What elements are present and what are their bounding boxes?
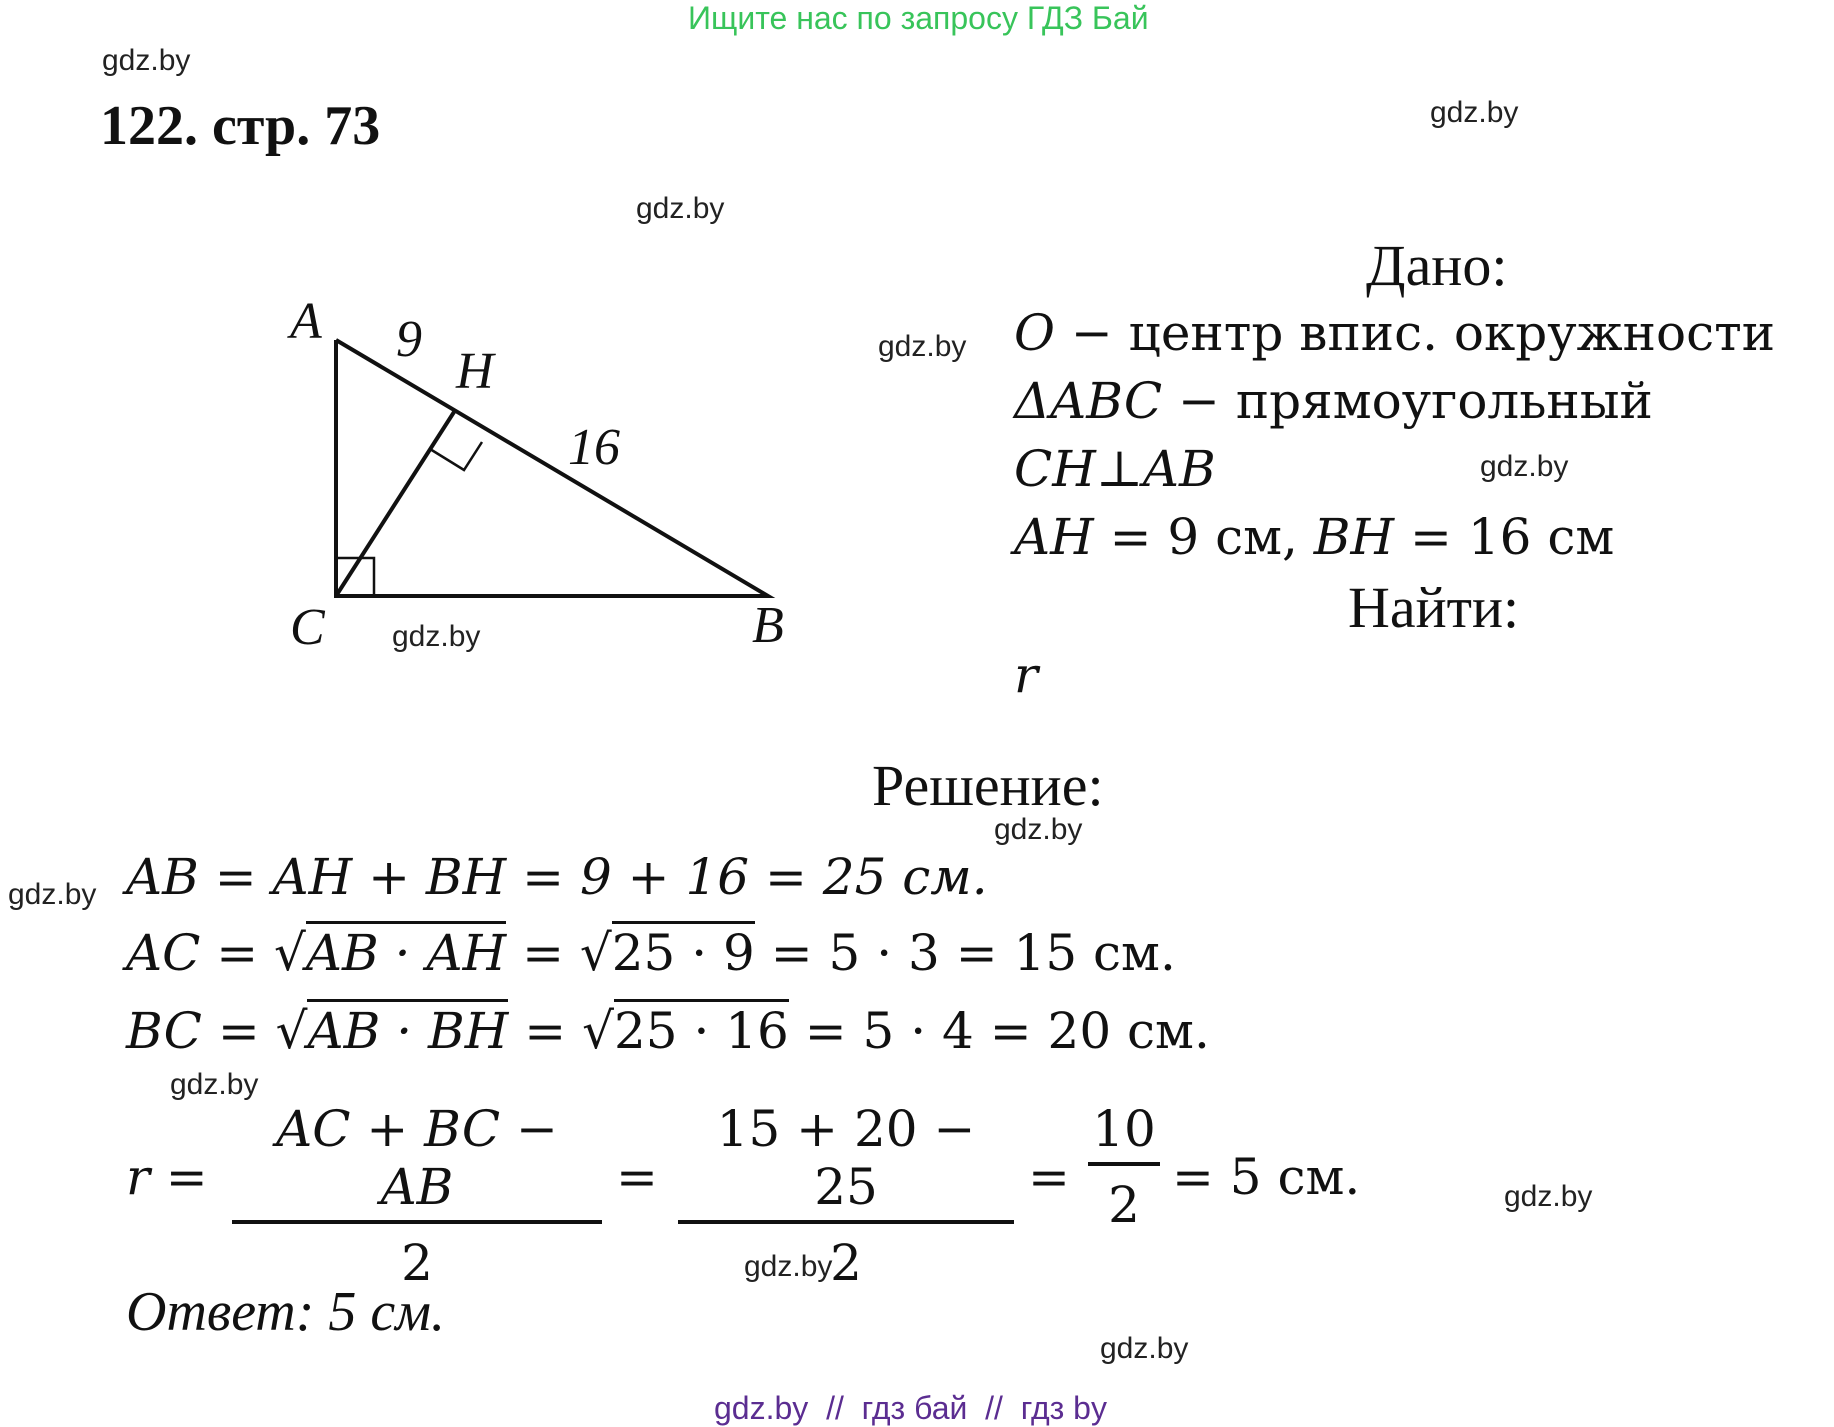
- watermark: gdz.by: [392, 620, 481, 653]
- equals-1: =: [616, 1148, 658, 1206]
- vertex-a-label: A: [290, 293, 322, 350]
- watermark: gdz.by: [878, 330, 967, 363]
- fraction-2: 15 + 20 − 25 2: [678, 1100, 1014, 1292]
- solution-line-bc: BC = √AB · BH = √25 · 16 = 5 · 4 = 20 см.: [126, 1002, 1210, 1060]
- fraction-3: 10 2: [1088, 1100, 1160, 1234]
- watermark: gdz.by: [994, 813, 1083, 846]
- segment-ah-label: 9: [396, 311, 422, 368]
- watermark: gdz.by: [636, 192, 725, 225]
- watermark: gdz.by: [8, 878, 97, 911]
- vertex-b-label: B: [752, 597, 784, 654]
- given-title: Дано:: [1366, 233, 1508, 298]
- given-line-triangle: ΔABC − прямоугольный: [1014, 372, 1653, 430]
- given-line-segments: AH = 9 см, BH = 16 см: [1014, 508, 1615, 566]
- find-title: Найти:: [1348, 575, 1520, 640]
- solution-title: Решение:: [872, 753, 1104, 818]
- r-result: = 5 см.: [1172, 1148, 1361, 1206]
- watermark: gdz.by: [1504, 1180, 1593, 1213]
- segment-hb-label: 16: [568, 419, 620, 476]
- problem-heading: 122. стр. 73: [100, 95, 381, 157]
- vertex-c-label: C: [290, 599, 325, 656]
- right-angle-h: [430, 442, 482, 470]
- r-lhs: r =: [126, 1148, 208, 1206]
- given-line-perpendicular: CH⊥AB: [1014, 440, 1216, 498]
- footer-links: gdz.by // гдз бай // гдз by: [714, 1390, 1107, 1426]
- solution-line-ab: AB = AH + BH = 9 + 16 = 25 см.: [126, 848, 988, 906]
- watermark: gdz.by: [1430, 96, 1519, 129]
- watermark: gdz.by: [170, 1068, 259, 1101]
- solution-line-ac: AC = √AB · AH = √25 · 9 = 5 · 3 = 15 см.: [126, 924, 1176, 982]
- equals-2: =: [1028, 1148, 1070, 1206]
- given-line-center: O − центр впис. окружности: [1014, 304, 1776, 362]
- altitude-ch: [336, 412, 454, 596]
- vertex-h-label: H: [456, 343, 494, 400]
- watermark: gdz.by: [744, 1250, 833, 1283]
- watermark: gdz.by: [102, 44, 191, 77]
- triangle-abc: [336, 340, 768, 596]
- find-variable: r: [1014, 646, 1038, 704]
- watermark: gdz.by: [1100, 1332, 1189, 1365]
- top-banner: Ищите нас по запросу ГДЗ Бай: [688, 0, 1149, 36]
- watermark: gdz.by: [1480, 450, 1569, 483]
- fraction-1: AC + BC − AB 2: [232, 1100, 602, 1292]
- answer: Ответ: 5 см.: [126, 1281, 445, 1343]
- triangle-figure: [270, 290, 810, 670]
